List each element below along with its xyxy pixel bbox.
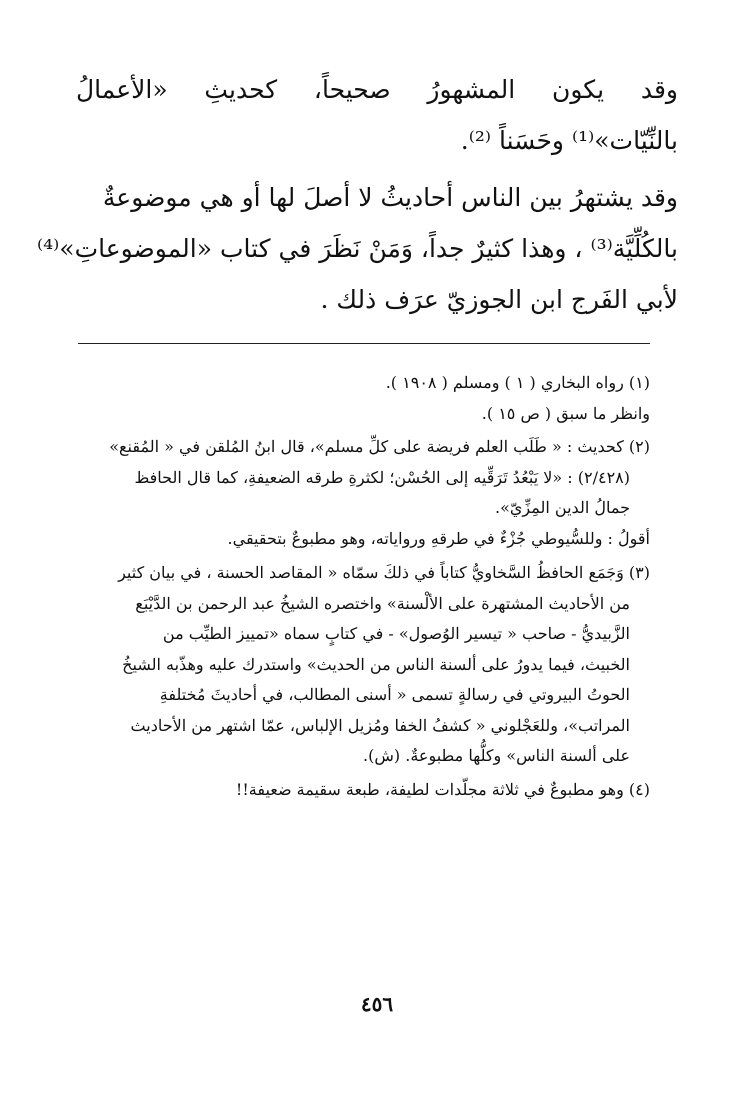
paragraph-1 xyxy=(76,64,678,166)
footnote-line: على ألسنة الناس» وكلُّها مطبوعةٌ. (ش). xyxy=(363,746,630,765)
footnote-line: المراتب»، وللعَجْلوني « كشفُ الخفا ومُزيل الإلباس، عمّا اشتهر من الأحاديث xyxy=(130,715,630,735)
footnote-line: الخبيث، فيما يدورُ على ألسنة الناس من الحديث» واستدرك عليه وهذّبه الشيخُ xyxy=(122,654,630,674)
footnote-line: (٣) وَجَمَع الحافظُ السَّخاويُّ كتاباً في ذلكَ سمّاه « المقاصد الحسنة ، في بيان كثير xyxy=(118,563,650,582)
footnotes xyxy=(80,368,650,805)
footnote-line: وانظر ما سبق ( ص ١٥ ). xyxy=(481,403,650,423)
main-text xyxy=(36,64,678,325)
text-line: بالكُلِّيَّة⁽³⁾ ، وهذا كثيرٌ جداً، وَمَنْ نَظَرَ في كتاب «الموضوعاتِ»⁽⁴⁾ xyxy=(36,234,678,263)
paragraph-2 xyxy=(36,172,678,325)
footnote-line: (١) رواه البخاري ( ١ ) ومسلم ( ١٩٠٨ ). xyxy=(385,373,650,392)
footnote-divider xyxy=(78,343,650,344)
footnote-2-comment xyxy=(80,524,650,555)
footnote-line: (٤) وهو مطبوعٌ في ثلاثة مجلّدات لطيفة، طبعة سقيمة ضعيفة!! xyxy=(235,779,650,799)
footnote-2 xyxy=(80,432,650,524)
footnote-3 xyxy=(80,558,650,772)
footnote-line: من الأحاديث المشتهرة على الألْسنة» واختصره الشيخُ عبد الرحمن بن الدَّيْبَع xyxy=(135,593,630,613)
footnote-4 xyxy=(80,775,650,806)
page-number: ٤٥٦ xyxy=(360,992,394,1016)
footnote-1 xyxy=(80,368,650,429)
footnote-line: جمالُ الدين المِزِّيّ». xyxy=(495,498,630,517)
footnote-line: أقولُ : وللسُّيوطي جُزْءٌ في طرقهِ ورواياته، وهو مطبوعٌ بتحقيقي. xyxy=(227,528,650,548)
text-line: وقد يكون المشهورُ صحيحاً، كحديثِ «الأعمالُ xyxy=(76,75,678,104)
footnote-line: الزَّبيديُّ - صاحب « تيسير الوُصول» - في كتابٍ سماه «تمييز الطيِّب من xyxy=(162,624,630,643)
footnote-line: (٢/٤٢٨) : «لا يَبْعُدُ تَرَقِّيه إلى الحُسْن؛ لكثرةِ طرقه الضعيفةِ، كما قال الحافظ xyxy=(134,467,630,487)
footnote-line: (٢) كحديث : « طَلَب العلم فريضة على كلِّ مسلم»، قال ابنُ المُلقن في « المُقنع» xyxy=(109,437,650,456)
text-line: وقد يشتهرُ بين الناس أحاديثُ لا أصلَ لها أو هي موضوعةٌ xyxy=(102,183,678,212)
text-line: بالنِّيّات»⁽¹⁾ وحَسَناً ⁽²⁾. xyxy=(460,126,678,155)
footnote-line: الحوتُ البيروتي في رسالةٍ تسمى « أسنى المطالب، في أحاديثَ مُختلفةِ xyxy=(159,685,630,704)
text-line: لأبي الفَرج ابن الجوزيّ عرَف ذلك . xyxy=(320,285,678,314)
